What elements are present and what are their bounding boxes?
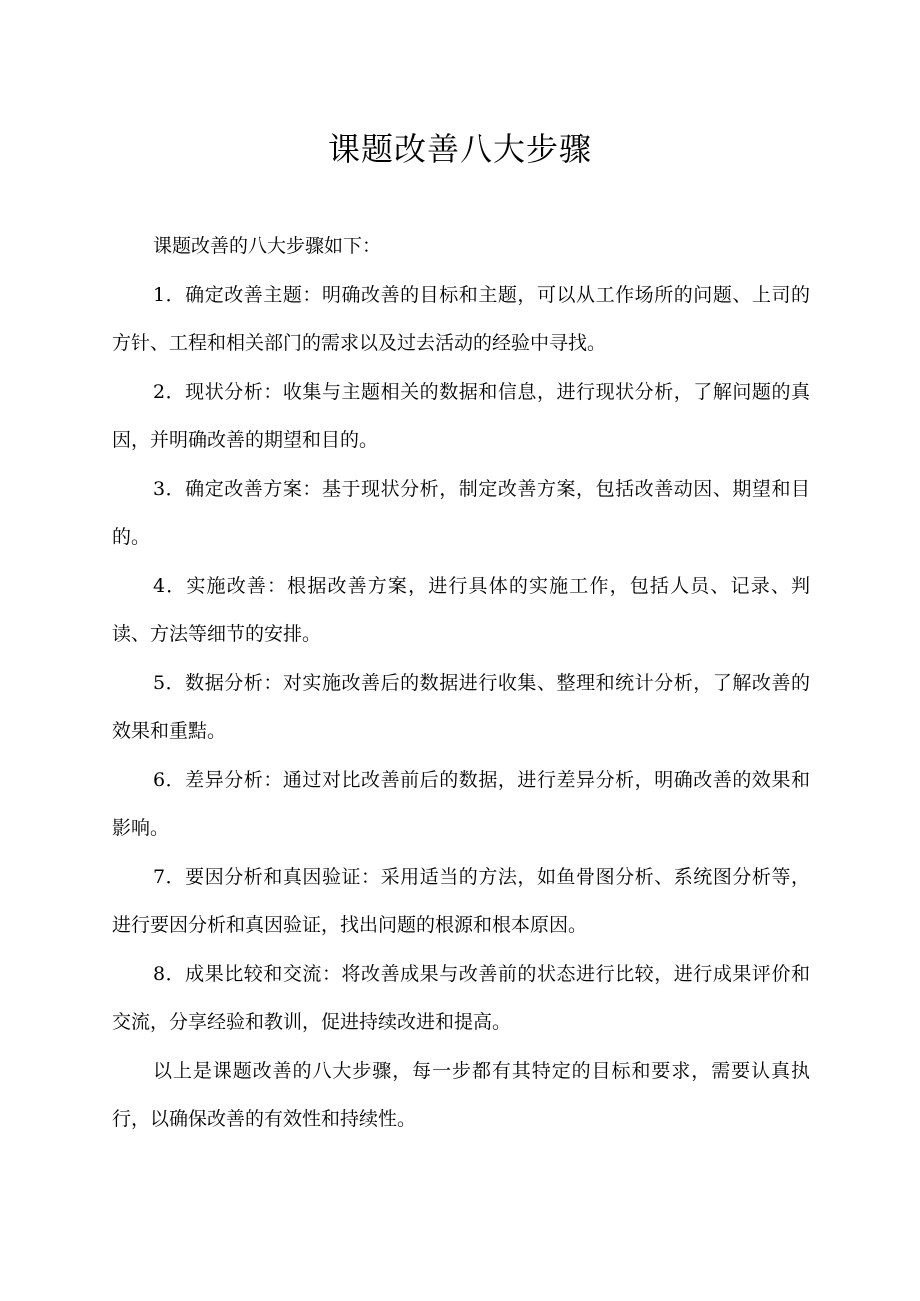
step-1-paragraph: 1．确定改善主题：明确改善的目标和主题，可以从工作场所的问题、上司的方针、工程和相关部门的需求以及过去活动的经验中寻找。 bbox=[112, 283, 810, 354]
step-8-paragraph: 8．成果比较和交流：将改善成果与改善前的状态进行比较，进行成果评价和交流，分享经验和教训，促进持续改进和提高。 bbox=[112, 962, 810, 1033]
step-4-paragraph: 4．实施改善：根据改善方案，进行具体的实施工作，包括人员、记录、判读、方法等细节的安排。 bbox=[112, 574, 810, 645]
step-3-paragraph: 3．确定改善方案：基于现状分析，制定改善方案，包括改善动因、期望和目的。 bbox=[112, 477, 810, 548]
step-5-paragraph: 5．数据分析：对实施改善后的数据进行收集、整理和统计分析，了解改善的效果和重黠。 bbox=[112, 671, 810, 742]
step-7-paragraph: 7．要因分析和真因验证：采用适当的方法，如鱼骨图分析、系统图分析等，进行要因分析和真因验证，找出问题的根源和根本原因。 bbox=[112, 865, 810, 936]
step-2-paragraph: 2．现状分析：收集与主题相关的数据和信息，进行现状分析，了解问题的真因，并明确改善的期望和目的。 bbox=[112, 380, 810, 451]
document-title: 课题改善八大步骤 bbox=[327, 130, 592, 168]
conclusion-paragraph: 以上是课题改善的八大步骤，每一步都有其特定的目标和要求，需要认真执行，以确保改善的有效性和持续性。 bbox=[112, 1059, 810, 1130]
step-6-paragraph: 6．差异分析：通过对比改善前后的数据，进行差异分析，明确改善的效果和影响。 bbox=[112, 768, 810, 839]
document-body bbox=[112, 222, 810, 1144]
intro-paragraph: 课题改善的八大步骤如下： bbox=[153, 235, 382, 257]
